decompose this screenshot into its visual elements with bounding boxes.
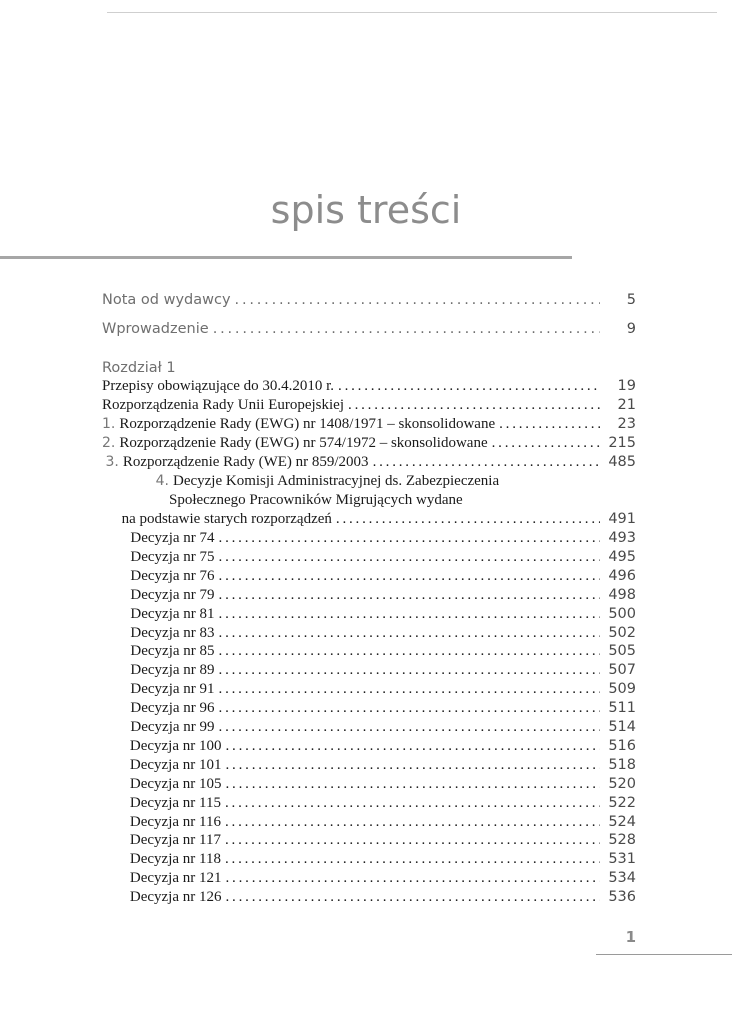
page-title: spis treści: [270, 188, 462, 232]
leader-dots: [495, 416, 600, 433]
item-number: 2.: [102, 435, 116, 451]
toc-entry-wprowadzenie[interactable]: [102, 321, 636, 340]
toc-entry-label: Społecznego Pracowników Migrujących wydane: [169, 492, 463, 508]
leader-dots: [221, 795, 600, 812]
toc-entry-page: 23: [617, 416, 636, 432]
title-rule: [0, 256, 572, 259]
leader-dots: [215, 643, 600, 660]
toc-entry-decision[interactable]: [102, 851, 636, 870]
toc-entry-label: Decyzja nr 75: [130, 548, 215, 565]
leader-dots: [344, 397, 600, 414]
toc-entry-page: 514: [608, 719, 636, 735]
toc-entry-decision[interactable]: [102, 757, 636, 776]
toc-entry-page: 5: [626, 292, 636, 308]
leader-dots: [215, 625, 600, 642]
toc-entry-page: 505: [608, 643, 636, 660]
toc-entry-label: Nota od wydawcy: [102, 292, 231, 308]
toc-entry-label: Decyzja nr 89: [130, 662, 215, 679]
toc-entry-page: 491: [608, 511, 636, 527]
toc-entry-label: Rozporządzenie Rady (EWG) nr 1408/1971 – skonsolidowane: [119, 416, 496, 432]
leader-dots: [221, 814, 600, 831]
leader-dots: [221, 851, 600, 868]
toc-entry-decision[interactable]: [102, 530, 636, 549]
toc-entry-decision[interactable]: [102, 889, 636, 908]
toc-entry-label: Decyzja nr 81: [130, 605, 215, 622]
leader-dots: [209, 321, 600, 337]
toc-entry-page: 485: [608, 454, 636, 470]
toc-entry-label: Rozporządzenie Rady (WE) nr 859/2003: [122, 454, 369, 470]
leader-dots: [215, 719, 600, 736]
leader-dots: [215, 681, 600, 698]
toc-entry-page: 498: [608, 586, 636, 603]
toc-entry-przepisy[interactable]: [102, 378, 636, 397]
toc-entry-decision[interactable]: [102, 719, 636, 738]
toc-entry-label: Wprowadzenie: [102, 321, 209, 337]
leader-dots: [222, 889, 601, 906]
toc-entry-decision[interactable]: [102, 643, 636, 662]
toc-entry-page: 9: [626, 321, 636, 337]
leader-dots: [215, 549, 600, 566]
toc-entry-page: 536: [608, 889, 636, 906]
toc-entry-label: Decyzja nr 121: [129, 870, 222, 887]
toc-entry-decision[interactable]: [102, 814, 636, 833]
toc-entry-page: 493: [608, 530, 636, 546]
toc-entry-decision[interactable]: [102, 549, 636, 568]
toc-entry-label: Decyzja nr 99: [130, 719, 215, 735]
toc-entry-decision[interactable]: [102, 681, 636, 700]
toc-entry-decision[interactable]: [102, 776, 636, 795]
page-number: 1: [625, 928, 636, 946]
toc-entry-decision[interactable]: [102, 832, 636, 851]
toc-entry-label: Decyzja nr 83: [130, 624, 215, 641]
toc-entry-page: 528: [608, 832, 636, 849]
leader-dots: [221, 832, 600, 849]
toc-entry-item-1[interactable]: [102, 416, 636, 435]
leader-dots: [215, 700, 600, 717]
item-number: 1.: [102, 416, 116, 432]
toc-entry-label: Decyzja nr 115: [129, 794, 221, 811]
leader-dots: [222, 776, 601, 793]
toc-entry-page: 19: [617, 378, 636, 394]
leader-dots: [222, 870, 601, 887]
leader-dots: [222, 757, 601, 774]
chapter-heading: Rozdział 1: [102, 360, 176, 376]
toc-entry-label: Decyzja nr 74: [130, 530, 215, 546]
toc-entry-page: 520: [608, 775, 636, 792]
toc-entry-decision[interactable]: [102, 795, 636, 814]
page-number-rule: [596, 954, 732, 955]
toc-entry-item-4-line3[interactable]: [102, 511, 636, 530]
toc-entry-page: 500: [608, 605, 636, 622]
leader-dots: [222, 738, 601, 755]
toc-entry-label: Decyzja nr 91: [130, 681, 215, 698]
toc-entry-nota[interactable]: [102, 292, 636, 311]
toc-entry-decision[interactable]: [102, 587, 636, 606]
toc-entry-label: Rozporządzenia Rady Unii Europejskiej: [102, 397, 345, 413]
leader-dots: [215, 568, 600, 585]
item-number: 4.: [155, 473, 169, 489]
toc-entry-page: 534: [608, 870, 636, 887]
toc-entry-page: 215: [608, 435, 636, 451]
toc-entry-item-2[interactable]: [102, 435, 636, 454]
toc-entry-decision[interactable]: [102, 625, 636, 644]
leader-dots: [334, 378, 600, 395]
toc-entry-label: Decyzja nr 126: [129, 889, 222, 906]
toc-entry-item-4-line1[interactable]: [102, 473, 636, 492]
toc-entry-decision[interactable]: [102, 870, 636, 889]
toc-entry-page: 518: [608, 756, 636, 773]
toc-entry-label: Decyzja nr 101: [129, 756, 222, 773]
toc-entry-label: Decyzja nr 116: [129, 813, 221, 830]
item-number: 3.: [105, 454, 119, 470]
toc-entry-page: 509: [608, 681, 636, 698]
toc-entry-label: Decyzja nr 100: [129, 737, 222, 754]
toc-entry-decision[interactable]: [102, 568, 636, 587]
leader-dots: [231, 292, 600, 308]
toc-entry-label: Decyzja nr 85: [130, 643, 215, 660]
toc-entry-page: 502: [608, 624, 636, 641]
toc-entry-label: Decyzja nr 118: [129, 851, 221, 868]
toc-entry-item-3[interactable]: [102, 454, 636, 473]
leader-dots: [488, 435, 600, 452]
leader-dots: [215, 606, 600, 623]
leader-dots: [215, 587, 600, 604]
toc-entry-rozporzadzenia[interactable]: [102, 397, 636, 416]
toc-entry-page: 531: [608, 851, 636, 868]
toc-entry-label: Rozporządzenie Rady (EWG) nr 574/1972 – skonsolidowane: [119, 435, 488, 451]
leader-dots: [215, 662, 600, 679]
toc-entry-label: Decyzja nr 96: [130, 700, 215, 717]
top-rule: [107, 12, 717, 13]
toc-entry-decision[interactable]: [102, 606, 636, 625]
toc-entry-label: na podstawie starych rozporządzeń: [121, 511, 332, 527]
toc-entry-label: Decyzja nr 76: [130, 567, 215, 584]
toc-entry-label: Decyzje Komisji Administracyjnej ds. Zabezpieczenia: [173, 473, 500, 489]
toc-entry-page: 21: [617, 397, 636, 413]
toc-entry-page: 507: [608, 662, 636, 679]
toc-entry-label: Decyzja nr 117: [129, 832, 221, 849]
toc-entry-decision[interactable]: [102, 662, 636, 681]
toc-entry-page: 495: [608, 548, 636, 565]
leader-dots: [369, 454, 600, 471]
toc-entry-page: 516: [608, 737, 636, 754]
toc-entry-label: Decyzja nr 79: [130, 586, 215, 603]
toc-entry-decision[interactable]: [102, 738, 636, 757]
toc-entry-page: 511: [608, 700, 636, 717]
toc-entry-page: 524: [608, 813, 636, 830]
toc-entry-page: 496: [608, 567, 636, 584]
toc-entry-page: 522: [608, 794, 636, 811]
leader-dots: [215, 530, 600, 547]
toc-entry-label: Decyzja nr 105: [129, 775, 222, 792]
toc-entry-label: Przepisy obowiązujące do 30.4.2010 r.: [102, 378, 335, 394]
toc-entry-item-4-line2: [102, 492, 636, 511]
leader-dots: [332, 511, 600, 528]
toc-entry-decision[interactable]: [102, 700, 636, 719]
